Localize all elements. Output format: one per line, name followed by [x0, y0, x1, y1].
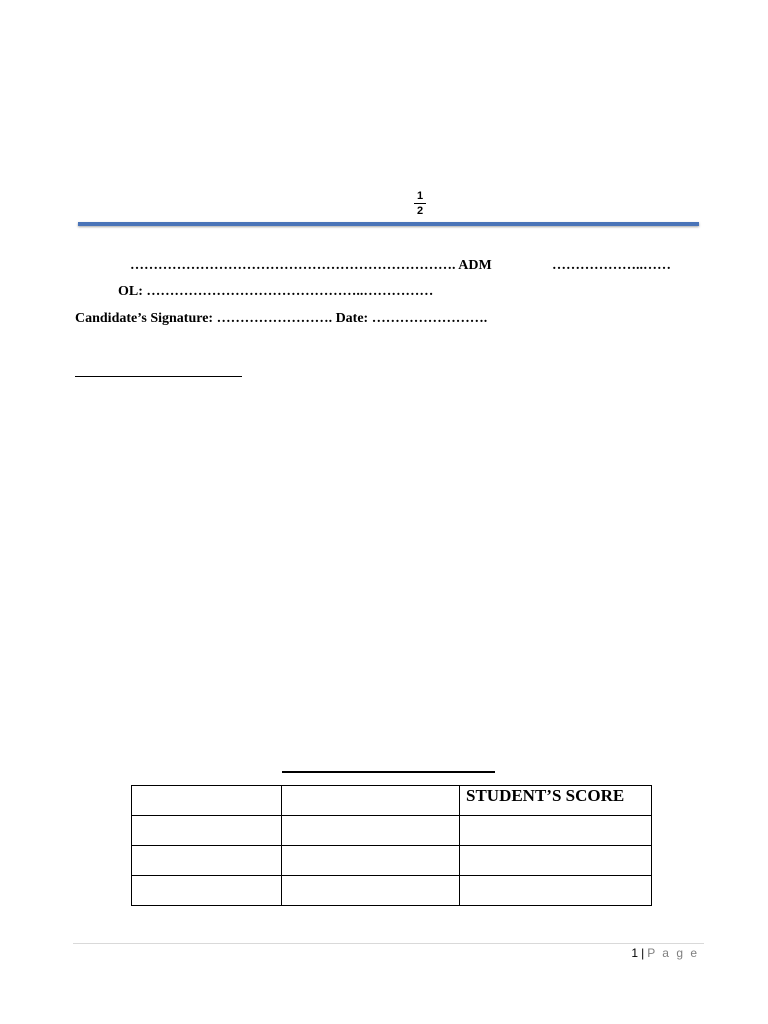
- page-footer: [631, 946, 699, 960]
- signature-date-line: Candidate’s Signature: ……………………. Date: …………………….: [75, 311, 488, 326]
- table-row: [132, 846, 652, 876]
- table-cell: [282, 846, 460, 876]
- class-line: OL: ………………………………………..……………: [118, 284, 434, 299]
- table-title-underline: [282, 771, 495, 773]
- section-underline: [75, 376, 242, 377]
- table-cell: [282, 786, 460, 816]
- students-score-header: STUDENT’S SCORE: [460, 786, 652, 816]
- name-adm-line: ……………………………………………………………. ADM: [130, 258, 492, 273]
- page-label: P a g e: [647, 946, 699, 960]
- header-rule: [78, 222, 699, 226]
- page-number: 1: [631, 946, 639, 960]
- score-table: [131, 785, 652, 906]
- fraction-bar: [414, 203, 426, 204]
- adm-dots: ………………..……: [552, 258, 671, 273]
- table-cell: [132, 876, 282, 906]
- table-cell: [132, 786, 282, 816]
- table-cell: [460, 846, 652, 876]
- table-cell: [132, 846, 282, 876]
- page-separator: |: [641, 946, 645, 960]
- table-cell: [132, 816, 282, 846]
- header-fraction: [413, 190, 427, 217]
- table-cell: [460, 876, 652, 906]
- table-row: [132, 816, 652, 846]
- table-cell: [282, 876, 460, 906]
- table-cell: [282, 816, 460, 846]
- table-cell: [460, 816, 652, 846]
- footer-rule: [73, 943, 704, 944]
- table-row: [132, 876, 652, 906]
- fraction-numerator: 1: [416, 190, 424, 202]
- fraction-denominator: 2: [416, 205, 424, 217]
- table-header-row: [132, 786, 652, 816]
